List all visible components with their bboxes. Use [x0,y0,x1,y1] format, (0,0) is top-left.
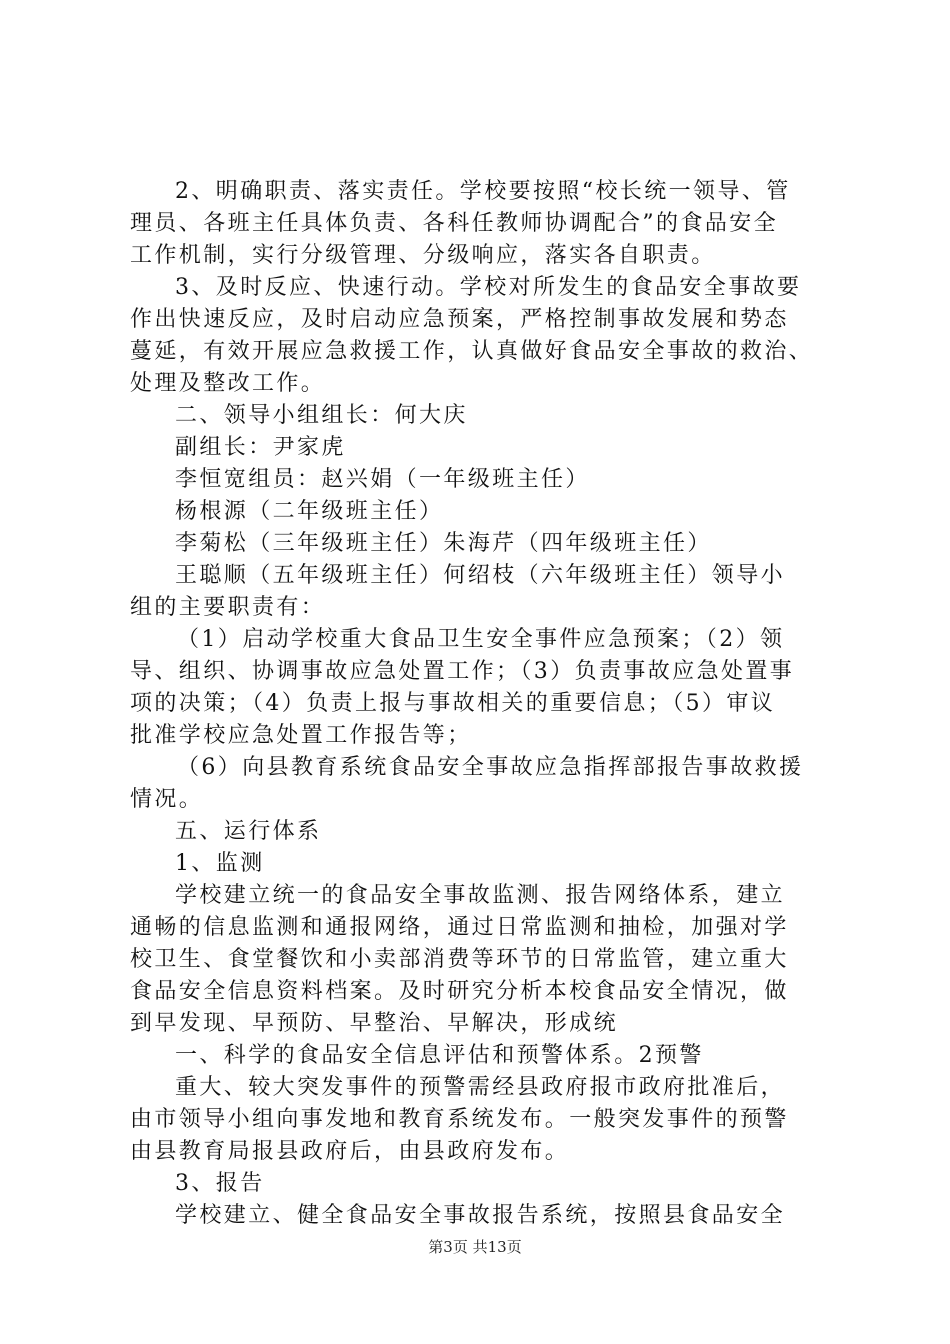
paragraph-line: 情况。 [130,787,204,812]
subsection-heading: 3、报告 [175,1171,265,1196]
paragraph-line: 理员、各班主任具体负责、各科任教师协调配合”的食品安全 [130,211,779,236]
paragraph-line: 副组长：尹家虎 [175,435,346,460]
paragraph-line: 由市领导小组向事发地和教育系统发布。一般突发事件的预警 [130,1107,789,1132]
paragraph-line: 重大、较大突发事件的预警需经县政府报市政府批准后， [175,1075,786,1100]
paragraph-line: （1）启动学校重大食品卫生安全事件应急预案；（2）领 [177,627,785,652]
paragraph-line: 项的决策；（4）负责上报与事故相关的重要信息；（5）审议 [130,691,776,716]
paragraph-line: 一、科学的食品安全信息评估和预警体系。2预警 [175,1043,704,1068]
paragraph-line: 工作机制，实行分级管理、分级响应，落实各自职责。 [130,243,716,268]
page-number: 第3页 共13页 [428,1238,522,1256]
paragraph-line: 蔓延，有效开展应急救援工作，认真做好食品安全事故的救治、 [130,339,814,364]
paragraph-line: 批准学校应急处置工作报告等； [130,723,472,748]
paragraph-line: 校卫生、食堂餐饮和小卖部消费等环节的日常监管，建立重大 [130,947,789,972]
paragraph-line: 食品安全信息资料档案。及时研究分析本校食品安全情况，做 [130,979,789,1004]
paragraph-line: 组的主要职责有： [130,595,326,620]
paragraph-line: 学校建立统一的食品安全事故监测、报告网络体系，建立 [175,883,786,908]
document-body [130,176,835,1232]
paragraph-line: 通畅的信息监测和通报网络，通过日常监测和抽检，加强对学 [130,915,789,940]
paragraph-line: 导、组织、协调事故应急处置工作；（3）负责事故应急处置事 [130,659,795,684]
paragraph-line: 到早发现、早预防、早整治、早解决，形成统 [130,1011,619,1036]
paragraph-line: 王聪顺（五年级班主任）何绍枝（六年级班主任）领导小 [175,563,786,588]
paragraph-line: 作出快速反应，及时启动应急预案，严格控制事故发展和势态 [130,307,789,332]
subsection-heading: 1、监测 [175,851,265,876]
paragraph-line: 李恒宽组员：赵兴娟（一年级班主任） [175,467,590,492]
section-heading: 二、领导小组组长：何大庆 [175,403,468,428]
paragraph-line: 2、明确职责、落实责任。学校要按照“校长统一领导、管 [175,179,791,204]
section-heading: 五、运行体系 [175,819,322,844]
paragraph-line: 由县教育局报县政府后，由县政府发布。 [130,1139,570,1164]
paragraph-line: 李菊松（三年级班主任）朱海芹（四年级班主任） [175,531,712,556]
paragraph-line: （6）向县教育系统食品安全事故应急指挥部报告事故救援 [177,755,804,780]
paragraph-line: 学校建立、健全食品安全事故报告系统，按照县食品安全 [175,1203,786,1228]
paragraph-line: 处理及整改工作。 [130,371,326,396]
paragraph-line: 杨根源（二年级班主任） [175,499,444,524]
paragraph-line: 3、及时反应、快速行动。学校对所发生的食品安全事故要 [175,275,802,300]
